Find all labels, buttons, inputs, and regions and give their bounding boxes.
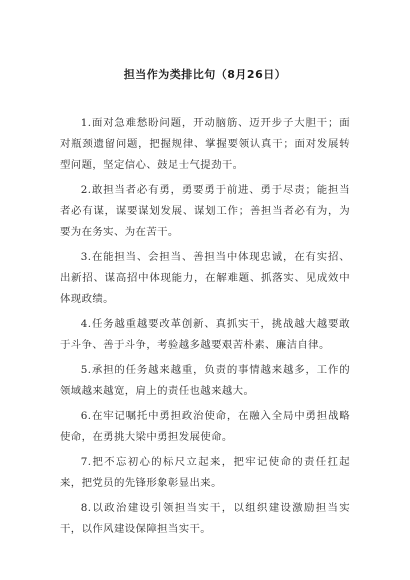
paragraph-1: 1.面对急难愁盼问题，开动脑筋、迈开步子大胆干；面对瓶颈遗留问题，把握规律、掌握要领认真干；面对发展转型问题，坚定信心、鼓足士气提劲干。	[60, 117, 350, 171]
paragraph-8: 8.以政治建设引领担当实干，以组织建设激励担当实干，以作风建设保障担当实干。	[60, 502, 350, 535]
paragraph-6: 6.在牢记嘱托中勇担政治使命，在融入全局中勇担战略使命，在勇挑大梁中勇担发展使命。	[60, 410, 350, 443]
paragraph-2: 2.敢担当者必有勇，勇要勇于前进、勇于尽责；能担当者必有谋，谋要谋划发展、谋划工作；善担当者必有为，为要为在务实、为在苦干。	[60, 184, 350, 238]
document-title: 担当作为类排比句（8月26日）	[123, 68, 287, 81]
paragraph-5: 5.承担的任务越来越重，负责的事情越来越多，工作的领域越来越宽，肩上的责任也越来越大。	[60, 364, 350, 397]
paragraph-4: 4.任务越重越要改革创新、真抓实干，挑战越大越要敢于斗争、善于斗争，考验越多越要艰苦朴素、廉洁自律。	[60, 318, 350, 351]
paragraph-3: 3.在能担当、会担当、善担当中体现忠诚，在有实招、出新招、谋高招中体现能力，在解难题、抓落实、见成效中体现政绩。	[60, 251, 350, 305]
paragraph-7: 7.把不忘初心的标尺立起来，把牢记使命的责任扛起来，把党员的先锋形象彰显出来。	[60, 456, 350, 489]
